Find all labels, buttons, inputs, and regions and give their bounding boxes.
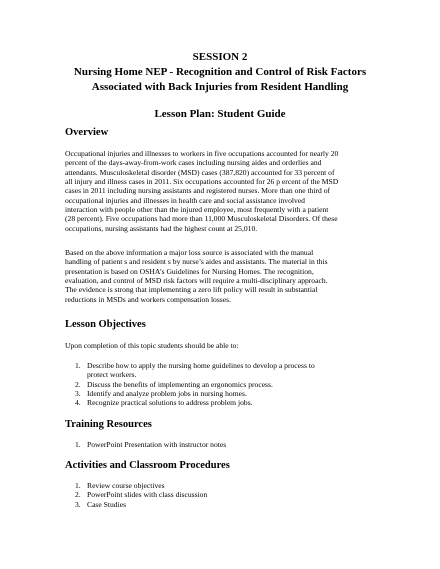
list-item bbox=[65, 500, 385, 509]
list-item bbox=[65, 389, 385, 398]
paragraph-line: reductions in MSDs and workers compensation losses. bbox=[65, 294, 231, 304]
paragraph-line: Based on the above information a major loss source is associated with the manual bbox=[65, 248, 314, 257]
paragraph-line: all injury and illness cases in 2011. Six occupations accounted for 26 p ercent of the MSD bbox=[65, 177, 339, 187]
list-item-text: PowerPoint slides with class discussion bbox=[87, 490, 208, 500]
paragraph-line: evaluation, and control of MSD risk factors will require a multi-disciplinary approach. bbox=[65, 276, 328, 286]
list-item-number: 3. bbox=[75, 499, 81, 509]
activities-list bbox=[65, 481, 385, 509]
list-item-number: 1. bbox=[75, 361, 81, 370]
list-item-number: 1. bbox=[75, 440, 81, 449]
lesson-objectives-list bbox=[65, 361, 385, 407]
paragraph-line: interaction with people other than the injured employee, most frequently with a patient bbox=[65, 205, 329, 215]
session-label: SESSION 2 bbox=[192, 51, 248, 63]
paragraph-line: attendants. Musculoskeletal disorder (MSD) cases (387,820) accounted for 33 percent of bbox=[65, 167, 335, 177]
list-item bbox=[65, 380, 385, 389]
list-item-number: 2. bbox=[75, 490, 81, 500]
overview-paragraph-1 bbox=[65, 149, 385, 233]
list-item-text: Recognize practical solutions to address problem jobs. bbox=[87, 398, 253, 408]
paragraph-line: Upon completion of this topic students should be able to: bbox=[65, 341, 239, 350]
lesson-objectives-heading: Lesson Objectives bbox=[65, 319, 146, 330]
paragraph-line: Occupational injuries and illnesses to workers in five occupations accounted for nearly 20 bbox=[65, 149, 339, 158]
activities-heading: Activities and Classroom Procedures bbox=[65, 460, 230, 471]
paragraph-line: presentation is based on OSHA’s Guidelines for Nursing Homes. The recognition, bbox=[65, 266, 314, 276]
list-item bbox=[65, 490, 385, 499]
overview-paragraph-2 bbox=[65, 248, 385, 304]
training-resources-heading: Training Resources bbox=[65, 419, 152, 430]
paragraph-line: The evidence is strong that implementing a zero lift policy will result in substantial bbox=[65, 285, 318, 295]
list-item-number: 2. bbox=[75, 379, 81, 389]
list-item-text: Describe how to apply the nursing home guidelines to develop a process to bbox=[87, 361, 315, 370]
training-resources-list bbox=[65, 440, 385, 449]
paragraph-line: handling of patient s and resident s by nurse’s aides and assistants. The material in this bbox=[65, 257, 328, 267]
document-subtitle: Lesson Plan: Student Guide bbox=[154, 108, 286, 120]
document-title-line-2: Associated with Back Injuries from Resident Handling bbox=[91, 81, 349, 93]
paragraph-line: (28 percent). Five occupations had more than 11,000 Musculoskeletal Disorders. Of these bbox=[65, 214, 338, 224]
list-item bbox=[65, 361, 385, 380]
lesson-objectives-intro bbox=[65, 341, 385, 350]
list-item-text: Discuss the benefits of implementing an ergonomics process. bbox=[87, 379, 273, 389]
document-title-line-1: Nursing Home NEP - Recognition and Control of Risk Factors bbox=[73, 66, 367, 78]
paragraph-line: occupational injuries and illnesses in health care and social assistance involved bbox=[65, 195, 305, 205]
list-item-text-continued: protect workers. bbox=[87, 370, 137, 380]
list-item-number: 1. bbox=[75, 481, 81, 490]
document-title-block bbox=[40, 50, 400, 95]
list-item-text: Case Studies bbox=[87, 499, 127, 509]
list-item bbox=[65, 481, 385, 490]
list-item-text: Identify and analyze problem jobs in nursing homes. bbox=[87, 388, 247, 398]
paragraph-line: percent of the days-away-from-work cases including nursing aides and orderlies and bbox=[65, 158, 322, 168]
list-item-text: Review course objectives bbox=[87, 481, 165, 490]
paragraph-line: cases in 2011 including nursing assistants and registered nurses. More than one third of bbox=[65, 186, 331, 196]
list-item bbox=[65, 398, 385, 407]
paragraph-line: occupations, nursing assistants had the highest count at 25,010. bbox=[65, 223, 258, 233]
list-item-number: 4. bbox=[75, 398, 81, 408]
overview-heading: Overview bbox=[65, 127, 109, 138]
list-item-number: 3. bbox=[75, 388, 81, 398]
list-item bbox=[65, 440, 385, 449]
list-item-text: PowerPoint Presentation with instructor notes bbox=[87, 440, 227, 449]
